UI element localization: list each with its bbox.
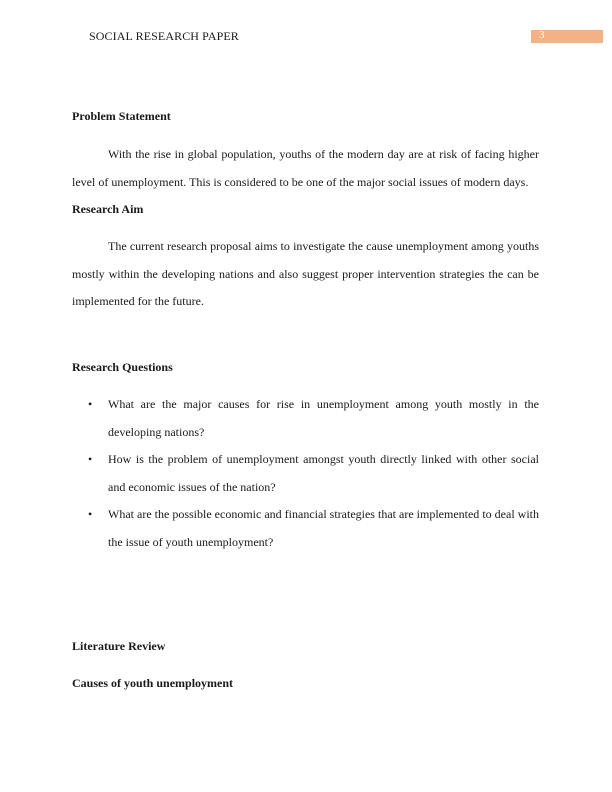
research-questions-list [72,391,539,556]
list-item [72,501,539,556]
running-head: SOCIAL RESEARCH PAPER [89,29,239,43]
list-item [72,446,539,501]
problem-statement-heading: Problem Statement [72,109,171,123]
bullet-icon: • [88,397,93,411]
literature-review-heading: Literature Review [72,639,166,653]
research-aim-heading: Research Aim [72,202,144,216]
list-item-text: What are the possible economic and financial strategies that are implemented to deal with the issue of youth unemployment? [108,507,539,549]
bullet-icon: • [88,452,93,466]
list-item-text: What are the major causes for rise in unemployment among youth mostly in the developing nations? [108,397,539,439]
list-item-text: How is the problem of unemployment amongst youth directly linked with other social and economic issues of the nation? [108,452,539,494]
research-aim-paragraph: The current research proposal aims to investigate the cause unemployment among youths mostly within the developing nations and also suggest proper intervention strategies the can be implemented for the future. [72,239,539,308]
list-item [72,391,539,446]
problem-statement-paragraph: With the rise in global population, youths of the modern day are at risk of facing higher level of unemployment. This is considered to be one of the major social issues of modern days. [72,147,539,189]
bullet-icon: • [88,507,93,521]
causes-subheading: Causes of youth unemployment [72,676,234,690]
page-number: 3 [539,29,545,41]
page-number-badge [531,30,603,43]
research-questions-heading: Research Questions [72,360,173,374]
